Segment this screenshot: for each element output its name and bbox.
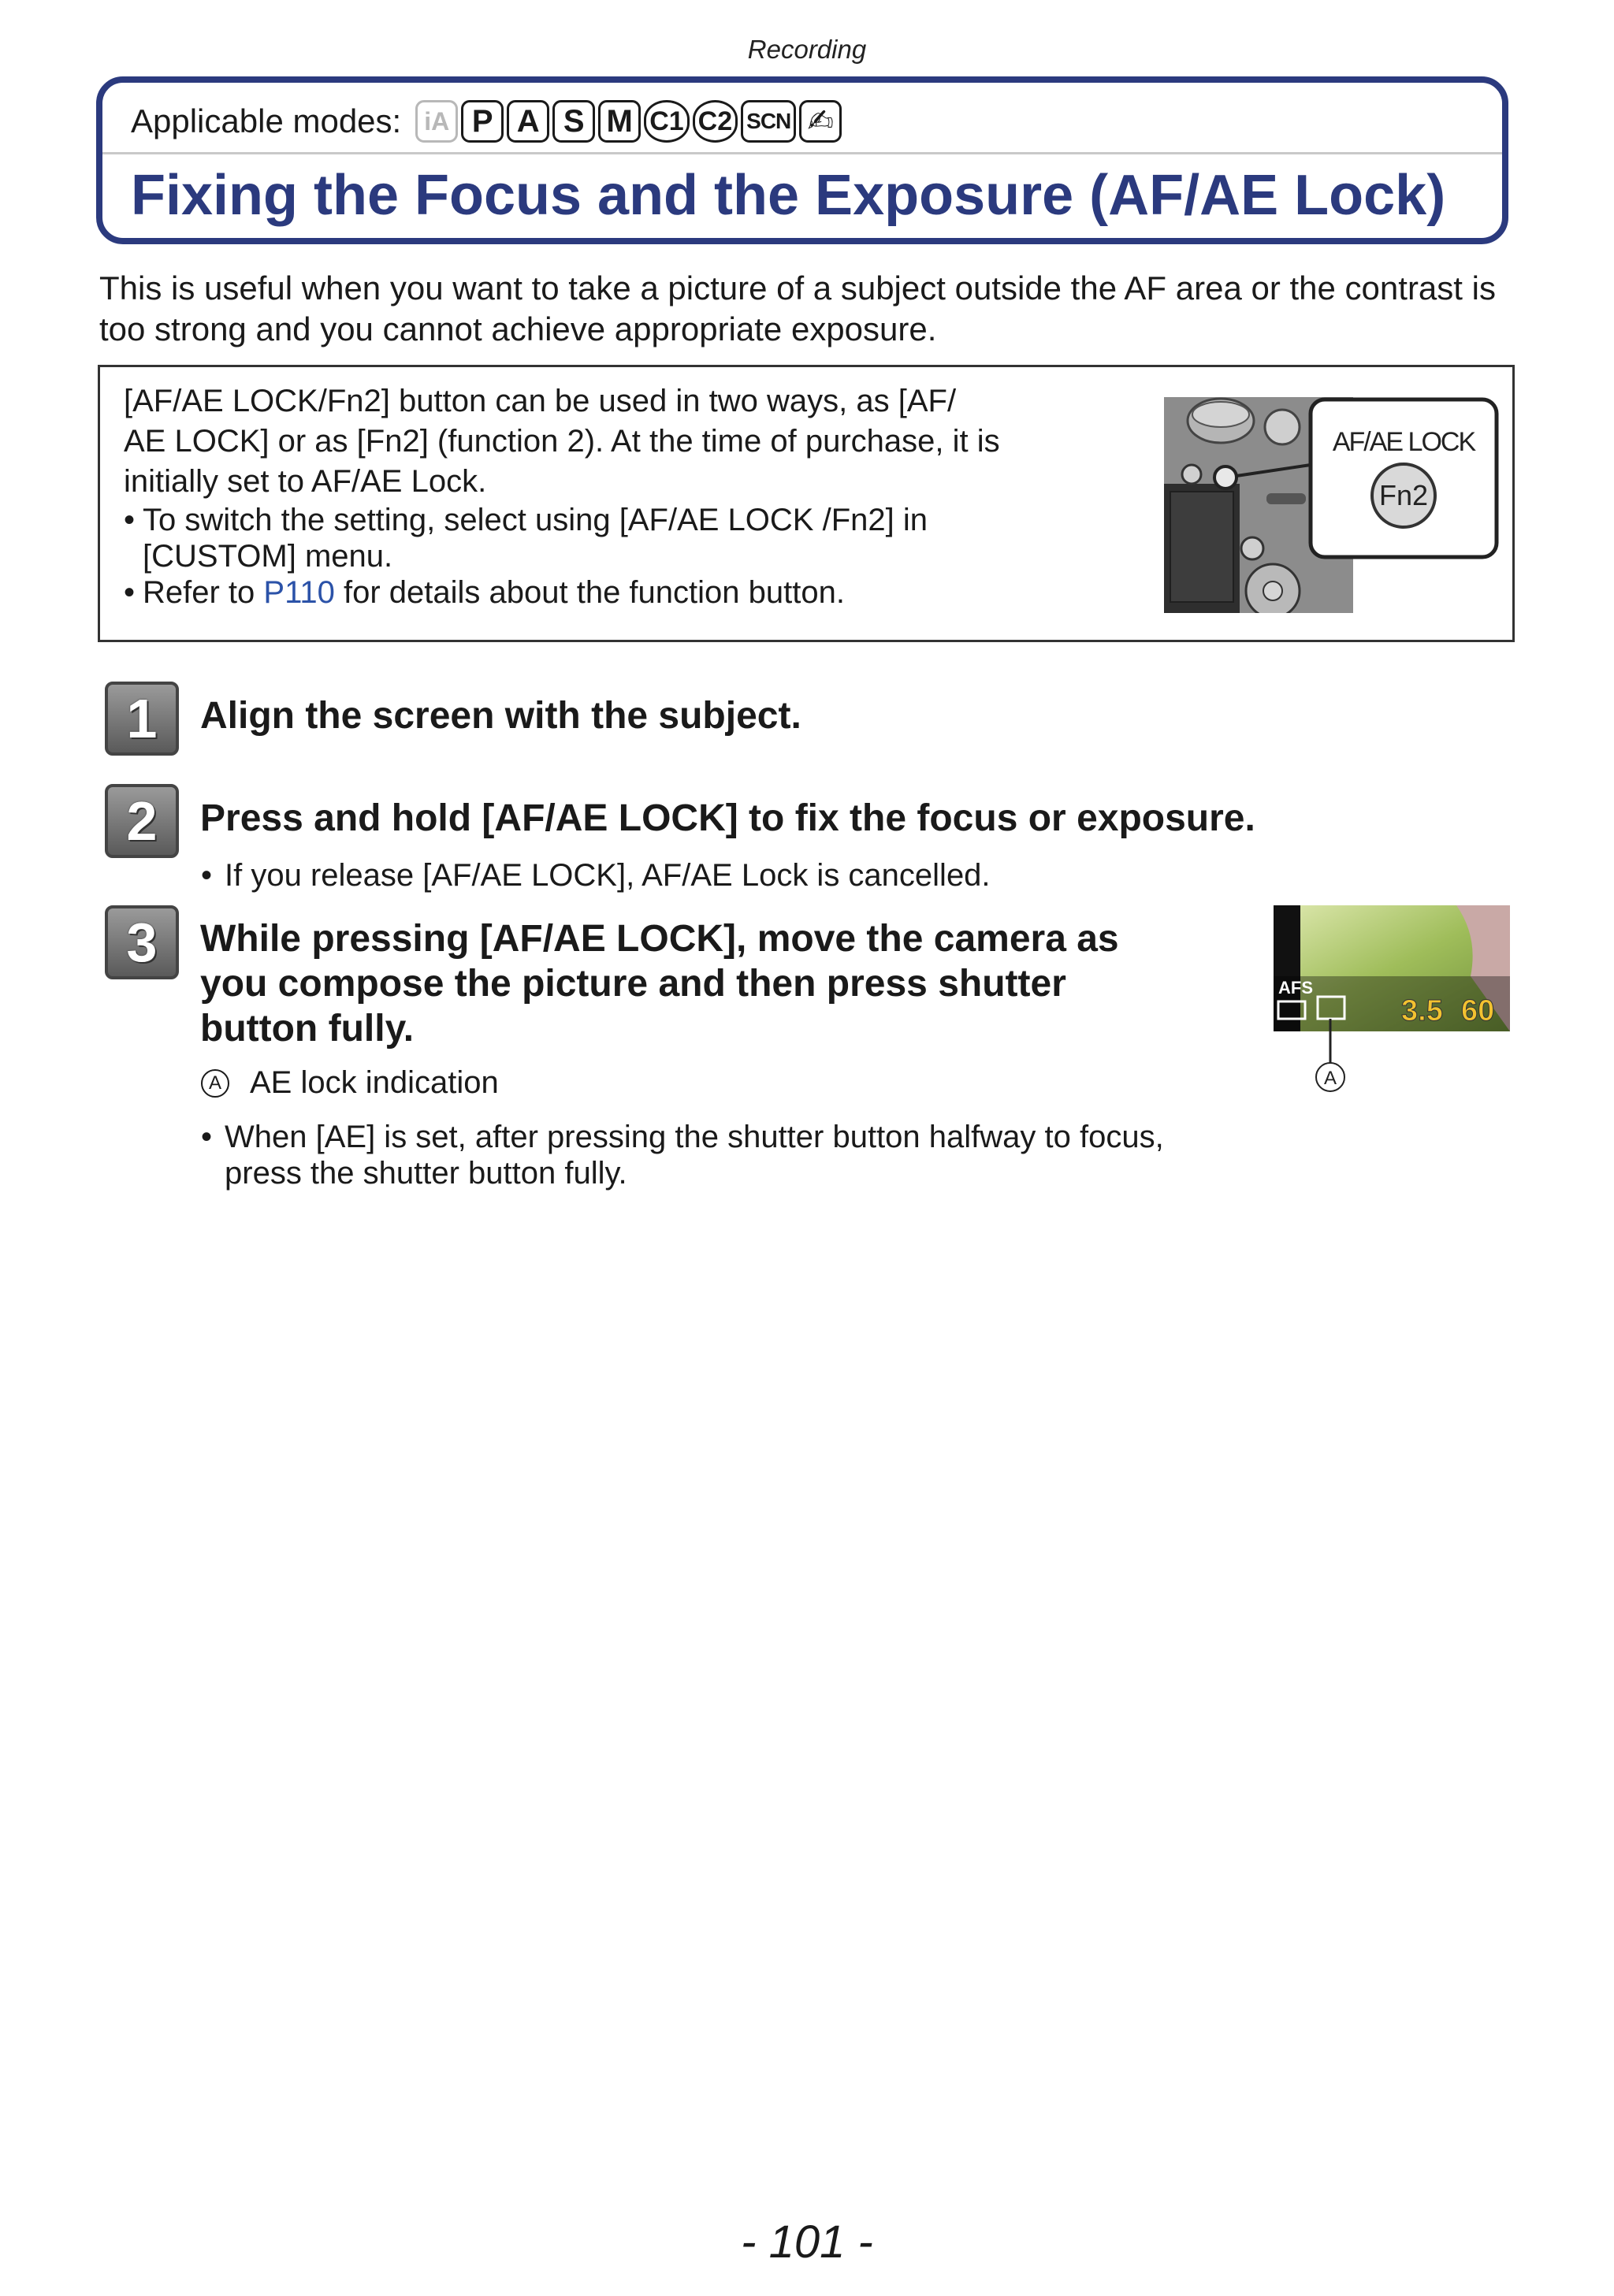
mode-s-icon: S xyxy=(552,100,595,143)
step-1-text: Align the screen with the subject. xyxy=(200,695,801,737)
step-3-line: button fully. xyxy=(200,1008,415,1050)
mode-c1-icon: C1 xyxy=(644,100,689,143)
info-bullet-line: • To switch the setting, select using [AF/AE LOCK /Fn2] in xyxy=(143,503,928,537)
step-3-bullet-line: • When [AE] is set, after pressing the shutter button halfway to focus, xyxy=(225,1120,1164,1154)
title-box xyxy=(96,76,1508,244)
screen-marker-letter: A xyxy=(1323,1068,1337,1089)
mode-m-icon: M xyxy=(598,100,641,143)
refer-text: Refer to xyxy=(143,575,264,610)
step-number: 3 xyxy=(126,912,158,973)
fn2-label: Fn2 xyxy=(1378,479,1429,511)
step-3-text xyxy=(200,916,1119,1051)
aperture-value: 3.5 xyxy=(1401,994,1443,1027)
step-2-badge xyxy=(105,784,179,858)
info-bullet-switch xyxy=(124,502,1164,574)
circled-a-marker: A xyxy=(201,1069,229,1098)
modes-label: Applicable modes: xyxy=(131,102,402,139)
refer-text-after: for details about the function button. xyxy=(334,575,845,610)
annotation-a xyxy=(201,1065,499,1101)
mode-a-icon: A xyxy=(507,100,549,143)
step-3-line: While pressing [AF/AE LOCK], move the camera as xyxy=(200,918,1119,960)
applicable-modes xyxy=(131,95,845,147)
mode-scn-icon: SCN xyxy=(741,100,796,143)
step-number: 2 xyxy=(126,790,158,852)
info-line: [AF/AE LOCK/Fn2] button can be used in two ways, as [AF/ xyxy=(124,384,957,418)
mode-p-icon: P xyxy=(461,100,504,143)
info-line: AE LOCK] or as [Fn2] (function 2). At the time of purchase, it is xyxy=(124,424,1000,459)
info-text xyxy=(124,381,1164,611)
page-link-p110[interactable]: P110 xyxy=(263,575,335,610)
step-3-badge xyxy=(105,905,179,979)
af-ae-lock-button-icon xyxy=(1214,466,1237,489)
step-3-bullet-line: press the shutter button fully. xyxy=(225,1156,627,1191)
page-number: - 101 - xyxy=(741,2216,873,2268)
callout-label: AF/AE LOCK xyxy=(1332,427,1475,457)
info-line: initially set to AF/AE Lock. xyxy=(124,464,487,499)
annotation-text: AE lock indication xyxy=(250,1065,499,1100)
step-2-bullet: • If you release [AF/AE LOCK], AF/AE Lock is cancelled. xyxy=(201,857,991,894)
shutter-value: 60 xyxy=(1461,994,1495,1027)
step-3-line: you compose the picture and then press shutter xyxy=(200,963,1066,1005)
focus-mode-indicator: AFS xyxy=(1278,978,1313,998)
step-1-badge xyxy=(105,682,179,756)
page-title: Fixing the Focus and the Exposure (AF/AE Lock) xyxy=(131,164,1446,227)
intro-paragraph: This is useful when you want to take a picture of a subject outside the AF area or the contrast is too strong and you cannot achieve appropriate exposure. xyxy=(99,269,1496,347)
section-label: Recording xyxy=(747,35,867,64)
camera-button-figure xyxy=(1164,397,1500,613)
step-number: 1 xyxy=(126,688,158,749)
mode-creative-icon: ✍ xyxy=(799,100,842,143)
ae-lock-screen-figure xyxy=(1274,905,1510,1098)
mode-c2-icon: C2 xyxy=(693,100,738,143)
step-3-bullet xyxy=(201,1119,1164,1191)
title-divider xyxy=(102,152,1502,154)
info-bullet-line: [CUSTOM] menu. xyxy=(143,539,393,574)
info-bullet-refer xyxy=(124,574,1164,611)
mode-ia-icon: iA xyxy=(415,100,458,143)
step-2-text: Press and hold [AF/AE LOCK] to fix the focus or exposure. xyxy=(200,797,1255,839)
info-box xyxy=(98,365,1515,642)
